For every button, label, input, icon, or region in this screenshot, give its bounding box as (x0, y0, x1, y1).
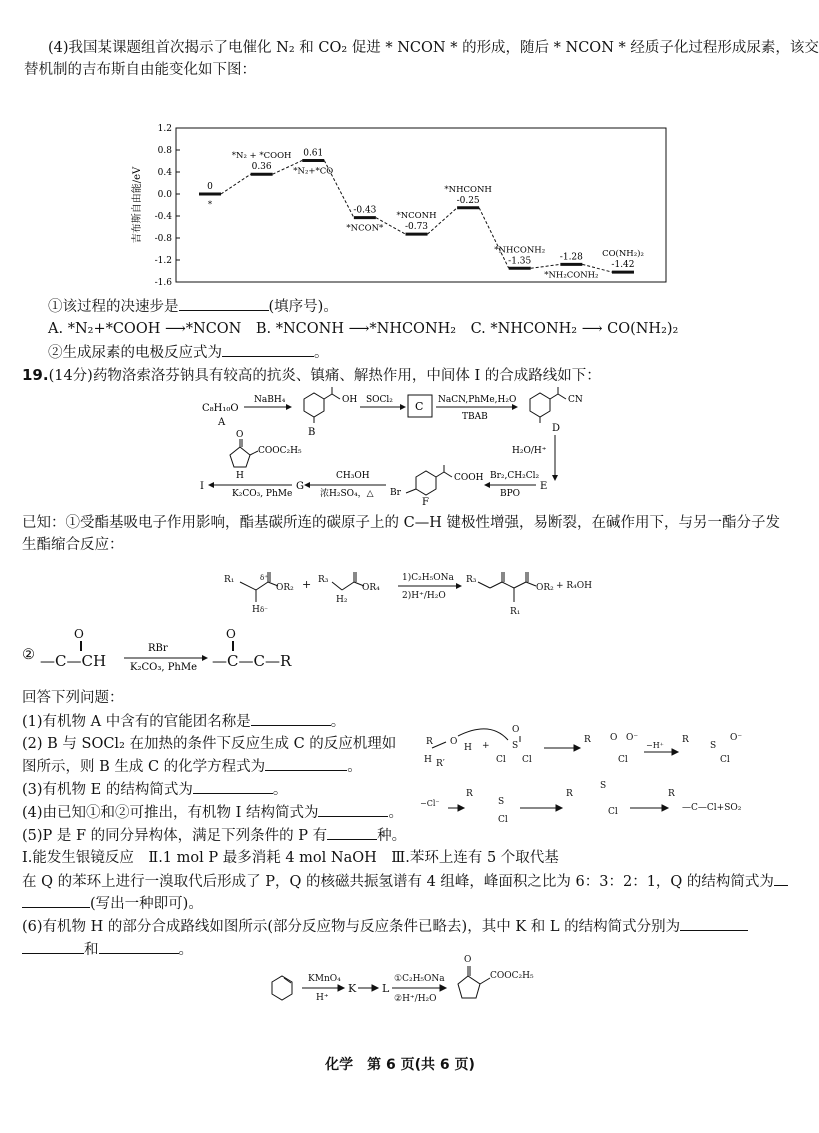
mech-minus-h: −H⁺ (646, 741, 664, 750)
br-group: Br (390, 488, 401, 498)
sub2-suffix: 。 (314, 345, 329, 361)
mech-o-minus: O⁻ (626, 733, 639, 743)
compound-g-label: G (296, 481, 304, 492)
mech-cl1: Cl (496, 755, 506, 765)
compound-b-structure (304, 387, 340, 423)
plus-sign: + (302, 578, 312, 591)
h-synthesis-route (268, 948, 558, 1008)
answer-blank[interactable] (774, 871, 788, 886)
rxn2-label: ② (22, 647, 35, 663)
known-reaction-1 (220, 558, 600, 622)
mech-r2: R (584, 735, 591, 745)
y-tick-label: 0.8 (157, 146, 172, 156)
intermediate-label: CO(NH₂)₂ (602, 249, 644, 260)
q19-5-line3 (22, 893, 203, 914)
route6-cond-bottom: ②H⁺/H₂O (394, 994, 437, 1004)
energy-value-label: -1.28 (559, 252, 583, 263)
answer-blank[interactable] (680, 916, 748, 931)
r1-group: R₁ (224, 575, 235, 585)
compound-d-label: D (552, 423, 561, 434)
route6-kmno4: KMnO₄ (308, 974, 341, 984)
rxn2-o-right: O (226, 627, 236, 641)
rxn1-cond-bottom: 2)H⁺/H₂O (402, 591, 446, 601)
energy-value-label: -0.43 (353, 205, 377, 216)
mech-s-o: O (512, 725, 520, 735)
mech-cl2: Cl (522, 755, 532, 765)
y-tick-label: 0.4 (157, 168, 172, 178)
h2-group: H₂ (336, 595, 348, 605)
mech-r5: R (566, 789, 573, 799)
connector-line (531, 264, 561, 268)
answer-blank[interactable] (265, 756, 347, 771)
arrowhead (286, 404, 292, 410)
step6-reagent-bottom: 浓H₂SO₄，△ (320, 489, 374, 499)
compound-a-label: A (218, 417, 226, 428)
arrowhead (208, 482, 214, 488)
q5-suffix: 种。 (377, 828, 407, 844)
mech-r4: R (466, 789, 473, 799)
delta-plus: δ⁺ (260, 574, 268, 582)
r3-group: R₃ (318, 575, 329, 585)
q19-6-line1 (22, 916, 748, 937)
mech-h2: H (464, 743, 472, 753)
y-tick-label: -0.8 (154, 234, 172, 244)
mech-r3: R (682, 735, 689, 745)
q19-6-line2 (22, 939, 193, 960)
q3-text: (3)有机物 E 的结构简式为 (22, 782, 193, 798)
intermediate-label: *NHCONH (444, 184, 492, 195)
energy-value-label: -1.35 (508, 256, 532, 267)
carbonyl-bond (232, 641, 235, 651)
rxn2-left: —C—CH (40, 652, 107, 670)
route6-l: L (382, 982, 390, 995)
mech-s2: S (710, 741, 717, 751)
q19-intro: (14分)药物洛索洛芬钠具有较高的抗炎、镇痛、解热作用，中间体 I 的合成路线如下： (48, 368, 601, 384)
step7-reagent-bottom: K₂CO₃, PhMe (232, 489, 293, 499)
q18-4-intro-line1: (4)我国某课题组首次揭示了电催化 N₂ 和 CO₂ 促进 * NCON * 的形成，随后 * NCON * 经质子化过程形成尿素，该交 (48, 40, 819, 56)
known-line1: 已知：①受酯基吸电子作用影响，酯基碳所连的碳原子上的 C—H 键极性增强，易断裂，在碱作用下，与另一酯分子发 (22, 515, 780, 531)
mech-s3: S (498, 797, 505, 807)
q19-2-line2 (22, 756, 362, 777)
intermediate-label: *NH₂CONH₂ (544, 270, 599, 281)
cyclopentanone-ring (458, 976, 480, 998)
compound-c-label: C (415, 400, 424, 413)
r1-product: R₁ (510, 607, 521, 617)
q1-text: (1)有机物 A 中含有的官能团名称是 (22, 714, 251, 730)
period: 。 (388, 805, 403, 821)
carbonyl-bond (80, 641, 83, 651)
q19-5 (22, 825, 406, 846)
compound-b-label: B (308, 427, 316, 438)
period: 。 (330, 714, 346, 730)
step1-reagent: NaBH₄ (254, 395, 286, 405)
mech-r: R (426, 737, 433, 747)
intermediate-label: *NHCONH₂ (494, 245, 546, 256)
delta-minus: δ⁻ (260, 606, 268, 614)
arrowhead (552, 475, 558, 481)
q18-4-sub2 (48, 342, 329, 363)
compound-d-structure (530, 387, 566, 423)
route6-o: O (464, 955, 472, 965)
q18-4-sub1 (48, 296, 338, 317)
sub1-suffix: (填序号)。 (268, 299, 338, 315)
page-footer: 化学 第 6 页(共 6 页) (325, 1057, 475, 1073)
step2-reagent: SOCl₂ (366, 395, 393, 405)
energy-value-label: 0.61 (303, 148, 324, 159)
answer-blank[interactable] (193, 779, 273, 794)
mech-r-prime: R′ (436, 759, 445, 769)
route6-k: K (348, 982, 357, 995)
mech-o: O (450, 737, 458, 747)
q6-and: 和 (84, 942, 99, 958)
intermediate-label: *N₂+*CO (293, 166, 334, 177)
mech-plus: + (482, 741, 490, 751)
mech-product: —C—Cl+SO₂ (682, 803, 742, 813)
compound-f-structure (406, 465, 452, 495)
intermediate-label: * (207, 200, 213, 210)
compound-a-formula: C₈H₁₀O (202, 403, 239, 414)
answer-blank[interactable] (99, 939, 179, 954)
sub1-text: ①该过程的决速步是 (48, 299, 179, 315)
arrowhead (400, 404, 406, 410)
or2-group: OR₂ (276, 583, 294, 593)
gibbs-energy-chart (130, 122, 670, 292)
q18-4-options: A. *N₂+*COOH ⟶*NCON B. *NCONH ⟶*NHCONH₂ C. *NHCONH₂ ⟶ CO(NH₂)₂ (48, 321, 679, 337)
carbonyl-o: O (236, 430, 244, 440)
q5-line2-text: 在 Q 的苯环上进行一溴取代后形成了 P，Q 的核磁共振氢谱有 4 组峰，峰面积之比为 6：3：2：1，Q 的结构简式为 (22, 874, 774, 890)
rxn1-cond-top: 1)C₂H₅ONa (402, 573, 454, 583)
r3-group-product: R₃ (466, 575, 477, 585)
q19-4 (22, 802, 403, 823)
y-tick-label: -1.6 (154, 278, 172, 288)
q19-2-line1: (2) B 与 SOCl₂ 在加热的条件下反应生成 C 的反应机理如 (22, 736, 397, 752)
answer-header: 回答下列问题： (22, 690, 124, 706)
q19-header (22, 365, 601, 386)
route6-h-plus: H⁺ (316, 993, 329, 1003)
connector-line (221, 174, 251, 194)
answer-blank[interactable] (318, 802, 388, 817)
cn-group: CN (568, 395, 583, 405)
synthesis-route (200, 385, 600, 508)
compound-h-structure (230, 439, 258, 467)
reaction-mechanism-figure (420, 722, 790, 834)
step5-reagent-bottom: BPO (500, 489, 521, 499)
oh-group: OH (342, 395, 358, 405)
y-tick-label: -1.2 (154, 256, 172, 266)
y-tick-label: 0.0 (157, 190, 172, 200)
energy-value-label: 0 (207, 182, 213, 192)
question-number: 19. (22, 366, 49, 384)
rxn2-arrow (122, 636, 212, 676)
known-line2: 生酯缩合反应： (22, 537, 124, 553)
answer-blank[interactable] (22, 939, 84, 954)
mech-cl5: Cl (498, 815, 508, 825)
route6-ester: COOC₂H₅ (490, 971, 534, 981)
y-tick-label: -0.4 (154, 212, 172, 222)
connector-line (479, 208, 509, 269)
q5-line3-text: (写出一种即可)。 (90, 896, 203, 912)
mech-cl6: Cl (608, 807, 618, 817)
mech-o2: O (610, 733, 618, 743)
q19-5-line2 (22, 871, 788, 892)
rxn2-right: —C—C—R (212, 652, 292, 670)
mech-minus-cl: −Cl⁻ (420, 799, 440, 808)
compound-e-label: E (540, 481, 548, 492)
answer-blank[interactable] (327, 825, 377, 840)
answer-blank[interactable] (22, 893, 90, 908)
answer-blank[interactable] (222, 342, 314, 357)
q19-5-conditions: Ⅰ.能发生银镜反应 Ⅱ.1 mol P 最多消耗 4 mol NaOH Ⅲ.苯环上连有 5 个取代基 (22, 850, 559, 866)
rxn2-cond-bottom: K₂CO₃, PhMe (130, 662, 198, 673)
arrowhead (304, 482, 310, 488)
q6-text: (6)有机物 H 的部分合成路线如图所示(部分反应物与反应条件已略去)，其中 K 和 L 的结构简式分别为 (22, 919, 681, 935)
period: 。 (347, 759, 362, 775)
arrowhead (456, 583, 462, 589)
or2-product: OR₂ (536, 583, 554, 593)
ester-group: COOC₂H₅ (258, 446, 302, 456)
mech-s4: S (600, 781, 607, 791)
q2-text: 图所示，则 B 生成 C 的化学方程式为 (22, 759, 266, 775)
intermediate-label: *NCONH (396, 211, 437, 222)
rxn1-byproduct: + R₄OH (556, 581, 593, 591)
period: 。 (178, 942, 193, 958)
cyclohexene-ring (272, 976, 292, 1000)
y-axis-label: 吉布斯自由能/eV (132, 166, 143, 244)
q18-4-intro-line2: 替机制的吉布斯自由能变化如下图： (24, 62, 256, 78)
mech-s: S (512, 741, 519, 751)
step3-reagent-bottom: TBAB (462, 412, 488, 422)
cooh-group: COOH (454, 473, 484, 483)
rxn2-cond-top: RBr (148, 643, 168, 654)
intermediate-label: *NCON* (346, 223, 384, 234)
alpha-h: H (252, 605, 260, 615)
energy-value-label: -1.42 (611, 260, 635, 271)
q19-1 (22, 711, 345, 732)
answer-blank[interactable] (179, 296, 269, 311)
mech-h: H (424, 755, 432, 765)
compound-h-label: H (236, 471, 244, 481)
rxn2-o-left: O (74, 627, 84, 641)
or4-group: OR₄ (362, 583, 380, 593)
step5-reagent-top: Br₂,CH₂Cl₂ (490, 471, 540, 481)
y-tick-label: 1.2 (157, 124, 172, 134)
compound-f-label: F (422, 497, 429, 508)
answer-blank[interactable] (251, 711, 331, 726)
period: 。 (272, 782, 288, 798)
q19-3 (22, 779, 287, 800)
step6-reagent-top: CH₃OH (336, 471, 370, 481)
energy-value-label: 0.36 (251, 162, 272, 173)
mech-o-minus2: O⁻ (730, 733, 743, 743)
mech-cl3: Cl (618, 755, 628, 765)
energy-value-label: -0.73 (404, 222, 429, 233)
intermediate-label: *N₂ + *COOH (231, 151, 292, 162)
q5-text: (5)P 是 F 的同分异构体，满足下列条件的 P 有 (22, 828, 328, 844)
arrowhead (484, 482, 490, 488)
mech-cl4: Cl (720, 755, 730, 765)
mech-r6: R (668, 789, 675, 799)
step4-reagent: H₂O/H⁺ (512, 446, 547, 456)
energy-value-label: -0.25 (456, 195, 480, 206)
route6-cond-top: ①C₂H₅ONa (394, 974, 445, 984)
step3-reagent-top: NaCN,PhMe,H₂O (438, 395, 517, 405)
q4-text: (4)由已知①和②可推出，有机物 I 结构简式为 (22, 805, 319, 821)
compound-i-label: I (200, 481, 204, 492)
sub2-text: ②生成尿素的电极反应式为 (48, 345, 222, 361)
